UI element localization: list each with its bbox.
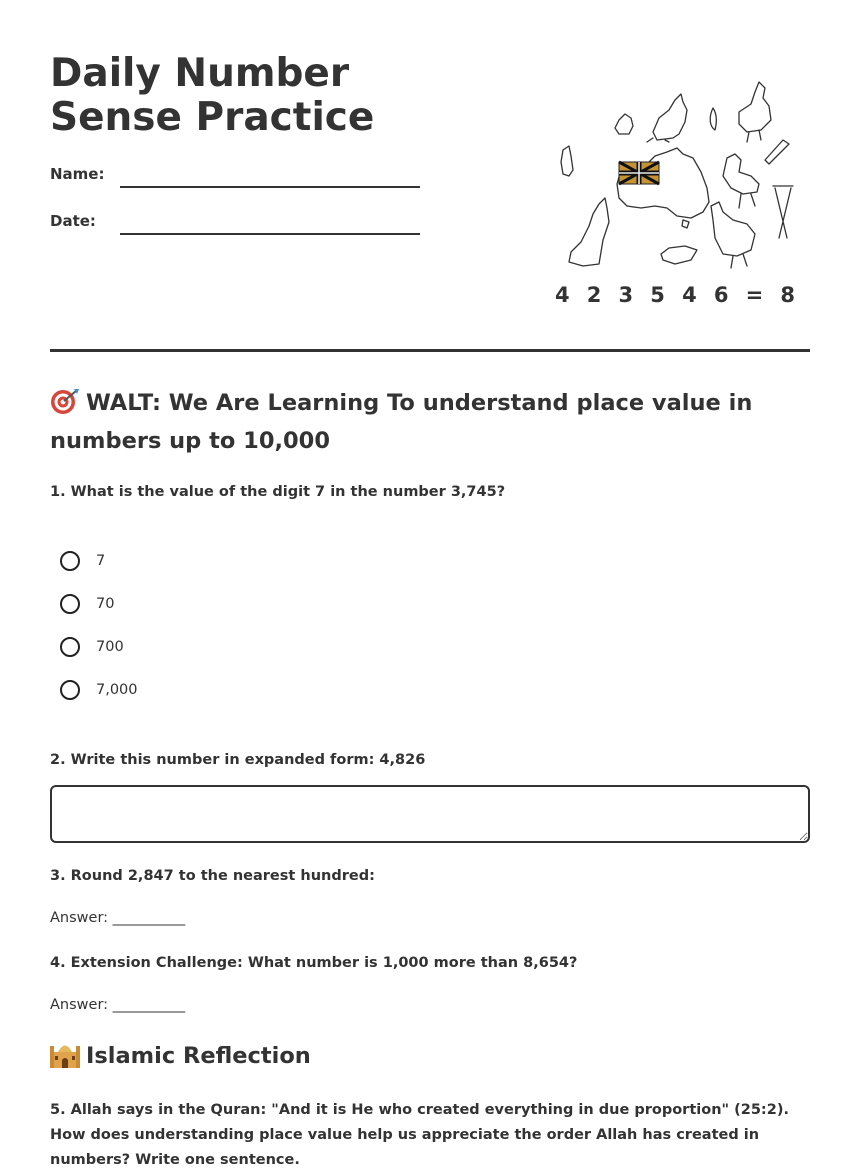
flag-icon xyxy=(619,162,659,184)
header-divider xyxy=(50,349,810,352)
australia-animals-illustration xyxy=(555,78,795,278)
target-icon xyxy=(50,387,80,415)
radio-button[interactable] xyxy=(60,637,80,657)
name-line[interactable] xyxy=(120,186,420,188)
question-1: 1. What is the value of the digit 7 in the number 3,745? xyxy=(50,484,506,500)
q4-answer-line[interactable]: Answer: __________ xyxy=(50,997,186,1013)
penguin-icon xyxy=(561,146,573,176)
question-2: 2. Write this number in expanded form: 4,826 xyxy=(50,752,426,768)
reflection-heading-text: Islamic Reflection xyxy=(86,1043,311,1069)
walt-text: WALT: We Are Learning To understand place value in numbers up to 10,000 xyxy=(50,390,753,454)
mosque-icon xyxy=(50,1040,80,1068)
wallaby-icon xyxy=(569,198,609,266)
worksheet-page xyxy=(50,0,810,1168)
crossed-sticks-icon xyxy=(773,186,793,238)
name-label: Name: xyxy=(50,165,105,183)
q1-option-70[interactable] xyxy=(60,591,114,617)
feather-icon xyxy=(710,108,716,130)
decor-digit: = xyxy=(745,283,764,307)
decor-digit: 8 xyxy=(780,283,795,307)
walt-heading xyxy=(50,384,810,460)
decor-digit: 2 xyxy=(586,283,602,307)
question-4: 4. Extension Challenge: What number is 1,000 more than 8,654? xyxy=(50,955,578,971)
kangaroo-icon xyxy=(647,94,687,142)
option-label: 7 xyxy=(96,553,106,569)
q1-option-7000[interactable] xyxy=(60,677,138,703)
decor-digit: 3 xyxy=(618,283,634,307)
emu-icon xyxy=(723,154,759,208)
decor-digit: 4 xyxy=(682,283,697,307)
cassowary-icon xyxy=(739,82,771,142)
expanded-form-input[interactable] xyxy=(50,785,810,843)
decorative-number-strip xyxy=(555,283,795,313)
option-label: 700 xyxy=(96,639,124,655)
quokka-icon xyxy=(615,114,633,134)
reflection-heading xyxy=(50,1040,311,1069)
decor-digit: 5 xyxy=(650,283,665,307)
radio-button[interactable] xyxy=(60,680,80,700)
question-5: 5. Allah says in the Quran: "And it is He who created everything in due proportion" (25:2). How does understanding place value help us appreciate the order Allah has created in numbers? Write one sentence. xyxy=(50,1102,789,1168)
q1-option-7[interactable] xyxy=(60,548,105,574)
option-label: 7,000 xyxy=(96,682,138,698)
boomerang-icon xyxy=(765,140,789,164)
decor-digit: 4 xyxy=(555,283,570,307)
radio-button[interactable] xyxy=(60,551,80,571)
date-label: Date: xyxy=(50,212,96,230)
radio-button[interactable] xyxy=(60,594,80,614)
q1-option-700[interactable] xyxy=(60,634,124,660)
q3-answer-line[interactable]: Answer: __________ xyxy=(50,910,186,926)
option-label: 70 xyxy=(96,596,115,612)
echidna-icon xyxy=(661,246,697,264)
date-line[interactable] xyxy=(120,233,420,235)
page-title: Daily Number Sense Practice xyxy=(50,51,375,140)
emu-standing-icon xyxy=(711,202,755,268)
question-3: 3. Round 2,847 to the nearest hundred: xyxy=(50,868,375,884)
decor-digit: 6 xyxy=(713,283,729,307)
